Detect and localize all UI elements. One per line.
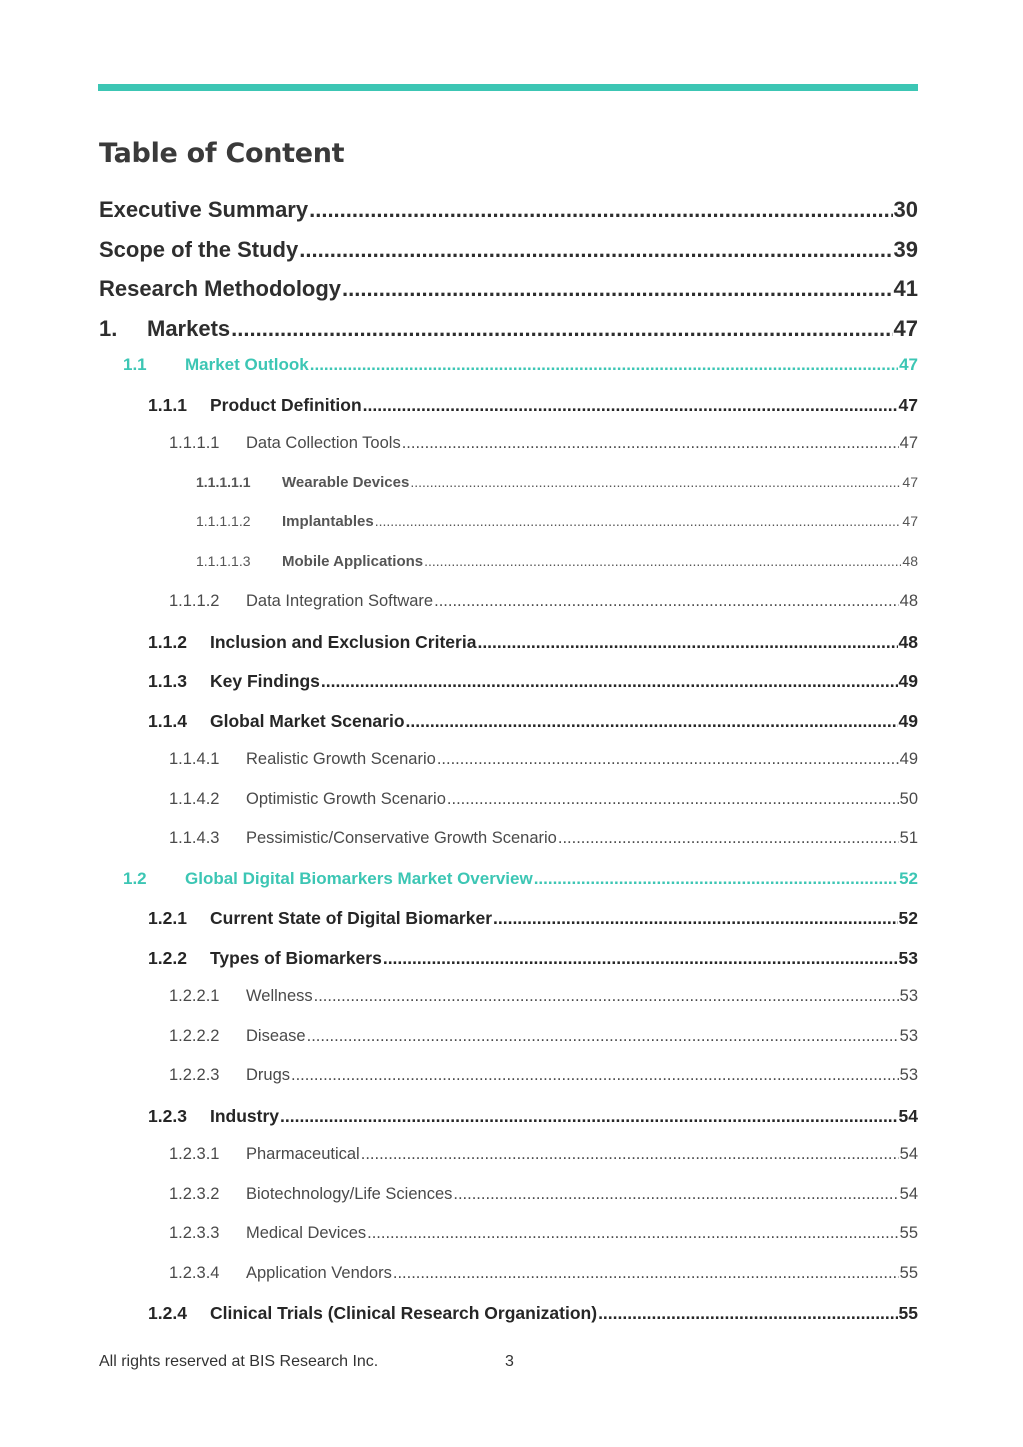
toc-dot-leader xyxy=(307,1027,899,1046)
toc-entry-page: 55 xyxy=(898,1303,918,1323)
toc-dot-leader xyxy=(314,987,899,1006)
toc-entry-page: 48 xyxy=(899,592,918,610)
toc-dot-leader xyxy=(299,237,892,263)
header-accent-bar xyxy=(98,84,918,91)
toc-dot-leader xyxy=(453,1185,898,1204)
toc-entry-number: 1.2.3 xyxy=(148,1106,187,1126)
toc-entry-number: 1.1.4.2 xyxy=(169,790,220,808)
toc-entry-page: 50 xyxy=(899,790,918,808)
toc-entry[interactable] xyxy=(148,948,918,969)
page-title: Table of Content xyxy=(99,138,345,169)
toc-dot-leader xyxy=(291,1066,899,1085)
toc-entry-label: Optimistic Growth Scenario xyxy=(246,790,446,808)
toc-dot-leader xyxy=(280,1106,897,1127)
toc-entry[interactable] xyxy=(148,711,918,732)
toc-entry[interactable] xyxy=(99,276,918,302)
toc-entry-page: 47 xyxy=(893,316,918,341)
toc-entry[interactable] xyxy=(148,395,918,416)
toc-entry[interactable] xyxy=(169,592,918,611)
toc-entry-number: 1.1 xyxy=(123,355,147,374)
toc-dot-leader xyxy=(402,434,899,453)
toc-entry-label: Product Definition xyxy=(210,395,362,415)
toc-entry-label: Types of Biomarkers xyxy=(210,948,382,968)
toc-entry-page: 55 xyxy=(899,1224,918,1242)
toc-entry-label: Executive Summary xyxy=(99,197,309,222)
toc-dot-leader xyxy=(363,395,898,416)
toc-entry-page: 39 xyxy=(893,237,918,262)
toc-entry-number: 1.1.1.1 xyxy=(169,434,220,452)
toc-entry-label: Medical Devices xyxy=(246,1224,367,1242)
toc-entry-number: 1.2.3.3 xyxy=(169,1224,220,1242)
toc-entry-number: 1.2.2.3 xyxy=(169,1066,220,1084)
toc-entry-label: Current State of Digital Biomarker xyxy=(210,908,492,928)
toc-entry-number: 1.2.2.2 xyxy=(169,1027,220,1045)
toc-dot-leader xyxy=(309,197,892,223)
toc-entry[interactable] xyxy=(169,790,918,809)
toc-entry-number: 1.2.1 xyxy=(148,908,187,928)
toc-entry-label: Implantables xyxy=(282,513,374,530)
toc-entry-label: Markets xyxy=(147,316,231,341)
toc-dot-leader xyxy=(383,948,898,969)
toc-entry-number: 1.1.4 xyxy=(148,711,187,731)
toc-entry-label: Data Integration Software xyxy=(246,592,434,610)
toc-entry-number: 1. xyxy=(99,316,118,341)
toc-dot-leader xyxy=(437,750,899,769)
toc-dot-leader xyxy=(321,671,898,692)
toc-entry-number: 1.2.3.4 xyxy=(169,1264,220,1282)
toc-entry[interactable] xyxy=(169,1145,918,1164)
toc-entry[interactable] xyxy=(196,513,918,530)
toc-entry[interactable] xyxy=(148,671,918,692)
toc-entry[interactable] xyxy=(148,1303,918,1324)
toc-entry-number: 1.1.3 xyxy=(148,671,187,691)
toc-entry-number: 1.1.1.1.1 xyxy=(196,474,251,490)
toc-dot-leader xyxy=(410,474,901,490)
toc-entry-page: 47 xyxy=(902,474,918,490)
toc-entry-label: Scope of the Study xyxy=(99,237,299,262)
toc-entry-page: 53 xyxy=(899,987,918,1005)
toc-entry[interactable] xyxy=(196,553,918,570)
toc-dot-leader xyxy=(375,513,902,529)
toc-entry[interactable] xyxy=(148,908,918,929)
toc-dot-leader xyxy=(434,592,899,611)
footer-copyright: All rights reserved at BIS Research Inc. xyxy=(99,1353,379,1370)
toc-entry-label: Key Findings xyxy=(210,671,320,691)
toc-entry-label: Market Outlook xyxy=(185,355,309,374)
toc-entry-page: 47 xyxy=(902,513,918,529)
toc-entry[interactable] xyxy=(99,197,918,223)
toc-entry-page: 53 xyxy=(899,1066,918,1084)
toc-dot-leader xyxy=(447,790,899,809)
toc-entry[interactable] xyxy=(99,237,918,263)
toc-dot-leader xyxy=(393,1264,899,1283)
toc-entry-label: Disease xyxy=(246,1027,306,1045)
toc-entry-number: 1.2.3.2 xyxy=(169,1185,220,1203)
toc-entry-page: 49 xyxy=(898,671,918,691)
toc-entry[interactable] xyxy=(169,987,918,1006)
toc-entry-page: 52 xyxy=(899,869,918,888)
toc-dot-leader xyxy=(558,829,899,848)
toc-entry-label: Drugs xyxy=(246,1066,291,1084)
toc-entry-number: 1.2.2 xyxy=(148,948,187,968)
toc-entry-page: 41 xyxy=(893,276,918,301)
toc-entry-page: 51 xyxy=(899,829,918,847)
toc-entry-number: 1.2.4 xyxy=(148,1303,187,1323)
toc-dot-leader xyxy=(477,632,897,653)
toc-dot-leader xyxy=(406,711,898,732)
toc-entry-label: Mobile Applications xyxy=(282,553,424,570)
toc-dot-leader xyxy=(424,553,901,569)
toc-entry[interactable] xyxy=(99,316,918,342)
toc-dot-leader xyxy=(598,1303,897,1324)
toc-entry[interactable] xyxy=(148,632,918,653)
toc-entry-label: Wearable Devices xyxy=(282,474,410,491)
toc-entry[interactable] xyxy=(148,1106,918,1127)
toc-entry-number: 1.2.2.1 xyxy=(169,987,220,1005)
toc-entry-number: 1.1.4.1 xyxy=(169,750,220,768)
toc-entry-label: Biotechnology/Life Sciences xyxy=(246,1185,453,1203)
toc-dot-leader xyxy=(361,1145,899,1164)
toc-entry-label: Realistic Growth Scenario xyxy=(246,750,436,768)
toc-entry-number: 1.2 xyxy=(123,869,147,888)
toc-entry[interactable] xyxy=(123,355,918,375)
toc-entry-number: 1.1.1.1.3 xyxy=(196,553,251,569)
toc-entry[interactable] xyxy=(169,1027,918,1046)
toc-entry-label: Global Market Scenario xyxy=(210,711,405,731)
toc-entry-number: 1.2.3.1 xyxy=(169,1145,220,1163)
toc-entry-page: 49 xyxy=(898,711,918,731)
toc-entry-label: Wellness xyxy=(246,987,313,1005)
toc-entry-label: Inclusion and Exclusion Criteria xyxy=(210,632,477,652)
toc-dot-leader xyxy=(342,276,892,302)
toc-entry-label: Pessimistic/Conservative Growth Scenario xyxy=(246,829,557,847)
toc-entry-label: Application Vendors xyxy=(246,1264,392,1282)
toc-entry[interactable] xyxy=(169,434,918,453)
toc-dot-leader xyxy=(231,316,892,342)
toc-dot-leader xyxy=(367,1224,899,1243)
toc-entry-page: 47 xyxy=(899,434,918,452)
toc-entry-page: 55 xyxy=(899,1264,918,1282)
toc-entry[interactable] xyxy=(169,1066,918,1085)
toc-entry-number: 1.1.1.1.2 xyxy=(196,513,251,529)
toc-entry-page: 52 xyxy=(898,908,918,928)
toc-entry-page: 49 xyxy=(899,750,918,768)
toc-entry-number: 1.1.2 xyxy=(148,632,187,652)
toc-entry-page: 53 xyxy=(899,1027,918,1045)
toc-entry-page: 30 xyxy=(893,197,918,222)
toc-entry[interactable] xyxy=(196,474,918,491)
toc-entry-label: Global Digital Biomarkers Market Overview xyxy=(185,869,533,888)
toc-entry-page: 53 xyxy=(898,948,918,968)
toc-entry[interactable] xyxy=(169,1185,918,1204)
toc-entry-page: 54 xyxy=(899,1145,918,1163)
toc-entry[interactable] xyxy=(123,869,918,889)
toc-dot-leader xyxy=(310,355,898,375)
toc-entry[interactable] xyxy=(169,829,918,848)
toc-entry[interactable] xyxy=(169,1264,918,1283)
toc-entry[interactable] xyxy=(169,1224,918,1243)
toc-entry-page: 54 xyxy=(899,1185,918,1203)
toc-entry-label: Research Methodology xyxy=(99,276,342,301)
toc-entry-number: 1.1.1 xyxy=(148,395,187,415)
footer-page-number: 3 xyxy=(505,1353,514,1370)
toc-dot-leader xyxy=(534,869,898,889)
toc-entry-label: Data Collection Tools xyxy=(246,434,401,452)
toc-dot-leader xyxy=(493,908,898,929)
toc-entry-page: 48 xyxy=(898,632,918,652)
toc-entry-page: 47 xyxy=(899,355,918,374)
toc-entry-page: 48 xyxy=(902,553,918,569)
toc-entry-page: 54 xyxy=(898,1106,918,1126)
toc-entry-page: 47 xyxy=(898,395,918,415)
toc-entry-label: Pharmaceutical xyxy=(246,1145,360,1163)
toc-entry[interactable] xyxy=(169,750,918,769)
toc-entry-number: 1.1.1.2 xyxy=(169,592,220,610)
toc-entry-number: 1.1.4.3 xyxy=(169,829,220,847)
toc-entry-label: Clinical Trials (Clinical Research Organization) xyxy=(210,1303,598,1323)
toc-entry-label: Industry xyxy=(210,1106,280,1126)
